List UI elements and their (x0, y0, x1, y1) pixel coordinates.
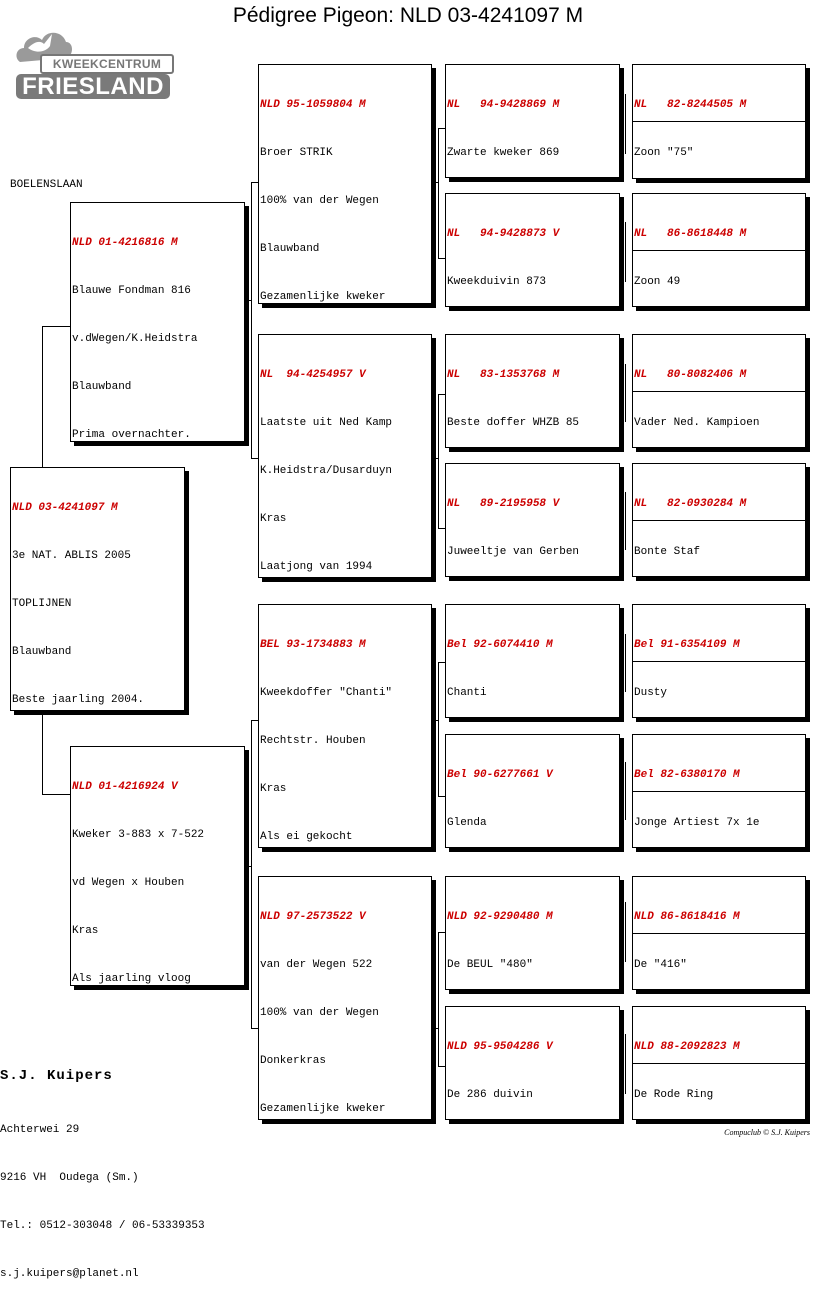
dam-ring: NLD 01-4216924 V (72, 781, 178, 793)
logo-text-bottom: FRIESLAND (16, 74, 170, 99)
great-grandparent-card: Bel 90-6277661 V Glenda (445, 734, 620, 848)
gen4-card: Bel 82-6380170 M Jonge Artiest 7x 1e (632, 734, 806, 848)
subject-ring: NLD 03-4241097 M (12, 502, 118, 514)
grandparent-card: NL 94-4254957 V Laatste uit Ned Kamp K.Heidstra/Dusarduyn Kras Laatjong van 1994 (258, 334, 432, 578)
subject-pigeon-card: NLD 03-4241097 M 3e NAT. ABLIS 2005 TOPLIJNEN Blauwband Beste jaarling 2004. (10, 467, 185, 711)
great-grandparent-card: Bel 92-6074410 M Chanti (445, 604, 620, 718)
great-grandparent-card: NL 94-9428869 M Zwarte kweker 869 (445, 64, 620, 178)
dam-card: NLD 01-4216924 V Kweker 3-883 x 7-522 vd Wegen x Houben Kras Als jaarling vloog (70, 746, 245, 986)
great-grandparent-card: NL 89-2195958 V Juweeltje van Gerben (445, 463, 620, 577)
great-grandparent-card: NL 94-9428873 V Kweekduivin 873 (445, 193, 620, 307)
gen4-card: NL 86-8618448 M Zoon 49 (632, 193, 806, 307)
owner-phone: Tel.: 0512-303048 / 06-53339353 (0, 1220, 205, 1232)
sire-ring: NLD 01-4216816 M (72, 237, 178, 249)
footer-credit: Compuclub © S.J. Kuipers (724, 1128, 810, 1137)
page-title: Pédigree Pigeon: NLD 03-4241097 M (232, 4, 584, 27)
great-grandparent-card: NLD 92-9290480 M De BEUL "480" (445, 876, 620, 990)
grandparent-card: BEL 93-1734883 M Kweekdoffer "Chanti" Rechtstr. Houben Kras Als ei gekocht (258, 604, 432, 848)
owner-name: S.J. Kuipers (0, 1068, 113, 1084)
owner-city: 9216 VH Oudega (Sm.) (0, 1172, 139, 1184)
gen4-card: NLD 86-8618416 M De "416" (632, 876, 806, 990)
logo-text-top: KWEEKCENTRUM (40, 54, 174, 74)
sire-card: NLD 01-4216816 M Blauwe Fondman 816 v.dWegen/K.Heidstra Blauwband Prima overnachter. (70, 202, 245, 442)
owner-email[interactable]: s.j.kuipers@planet.nl (0, 1268, 139, 1280)
great-grandparent-card: NL 83-1353768 M Beste doffer WHZB 85 (445, 334, 620, 448)
grandparent-card: NLD 97-2573522 V van der Wegen 522 100% van der Wegen Donkerkras Gezamenlijke kweker (258, 876, 432, 1120)
gen4-card: NL 82-8244505 M Zoon "75" (632, 64, 806, 179)
gen4-card: NL 80-8082406 M Vader Ned. Kampioen (632, 334, 806, 448)
gen4-card: NLD 88-2092823 M De Rode Ring (632, 1006, 806, 1120)
great-grandparent-card: NLD 95-9504286 V De 286 duivin (445, 1006, 620, 1120)
kweekcentrum-friesland-logo (14, 18, 172, 100)
owner-address: Achterwei 29 (0, 1124, 80, 1136)
grandparent-card: NLD 95-1059804 M Broer STRIK 100% van der Wegen Blauwband Gezamenlijke kweker (258, 64, 432, 304)
owner-block (0, 1034, 205, 1298)
gen4-card: Bel 91-6354109 M Dusty (632, 604, 806, 718)
gen4-card: NL 82-0930284 M Bonte Staf (632, 463, 806, 577)
loft-name: BOELENSLAAN (10, 179, 83, 191)
